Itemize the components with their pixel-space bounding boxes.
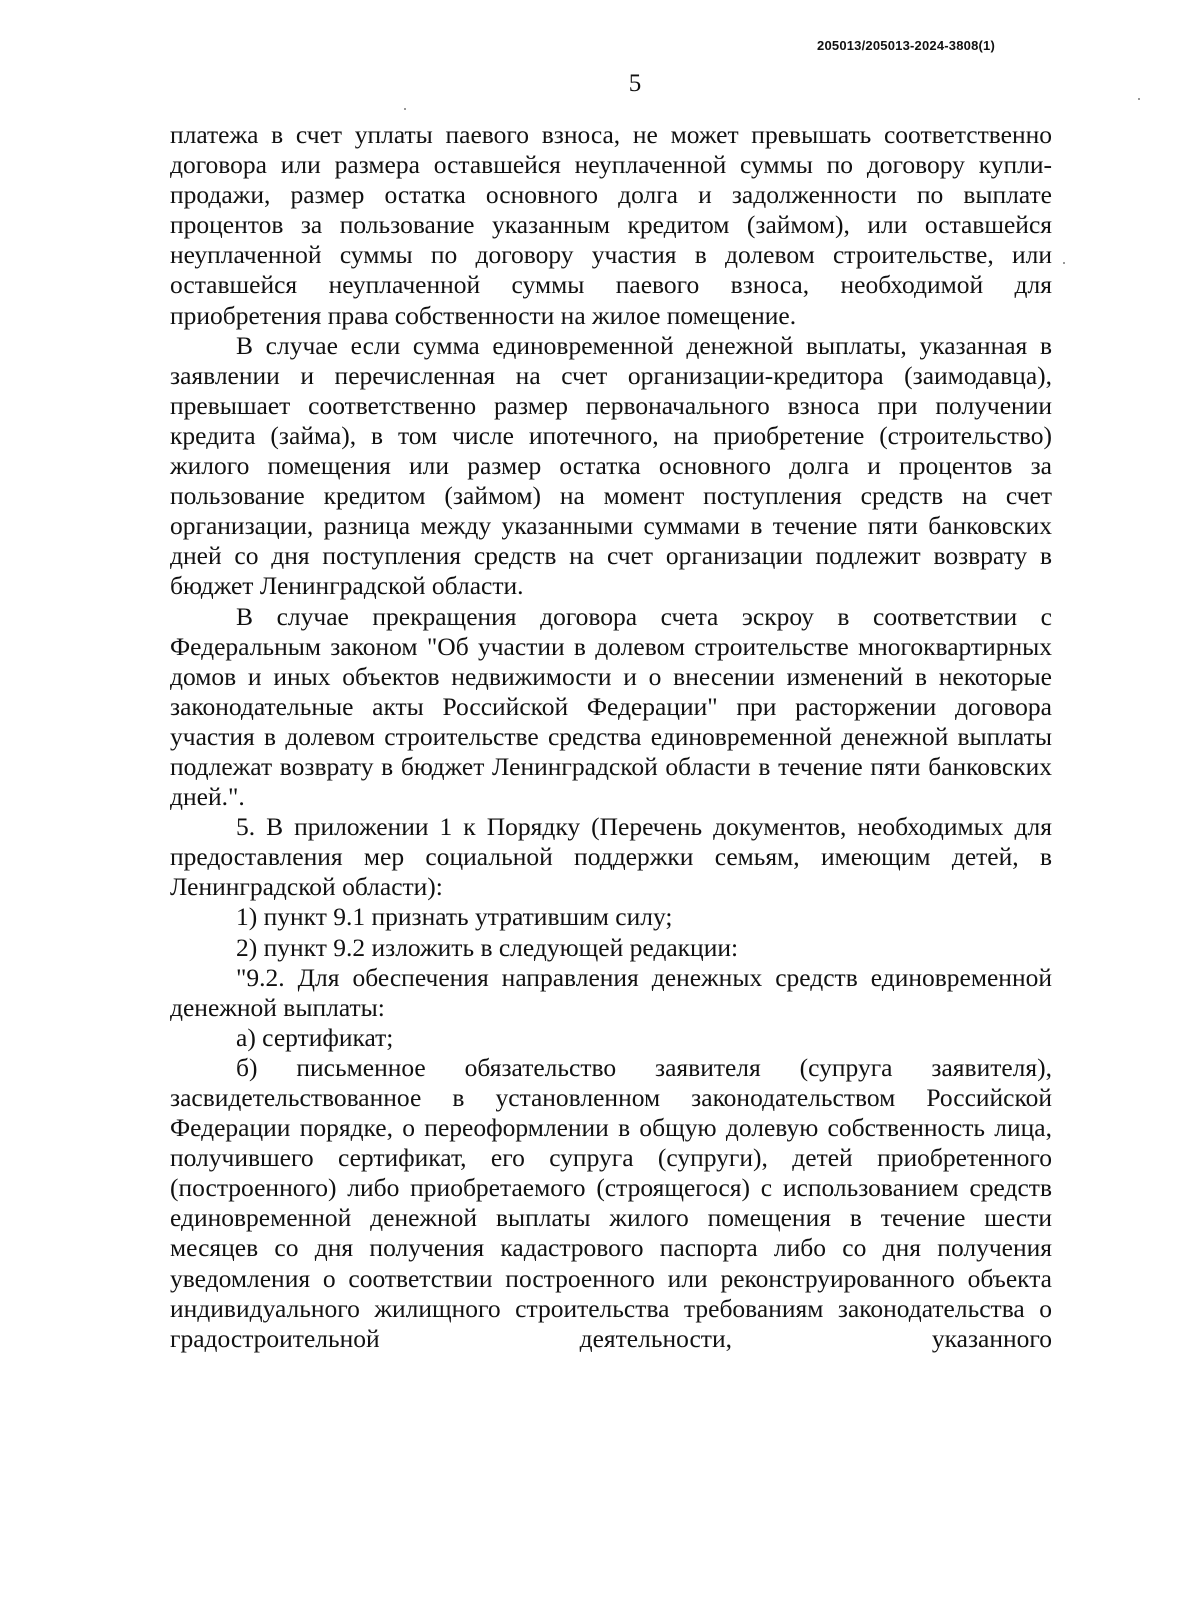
scan-speck — [404, 108, 406, 110]
page-number: 5 — [628, 70, 642, 97]
paragraph-continued: платежа в счет уплаты паевого взноса, не может превышать соответственно договора или размера оставшейся неуплаченной суммы по договору купли-продажи, размер остатка основного долга и задолженности по выплате процентов за пользование указанным кредитом (займом), или оставшейся неуплаченной суммы по договору участия в долевом строительстве, или оставшейся неуплаченной суммы паевого взноса, необходимой для приобретения права собственности на жилое помещение. — [170, 120, 1052, 330]
document-body — [170, 120, 1052, 1354]
scan-speck — [1138, 98, 1140, 100]
paragraph-clause-b: б) письменное обязательство заявителя (супруга заявителя), засвидетельствованное в установленном законодательством Российской Федерации порядке, о переоформлении в общую долевую собственность лица, получившего сертификат, его супруга (супруги), детей приобретенного (построенного) либо приобретаемого (строящегося) с использованием средств единовременной денежной выплаты жилого помещения в течение шести месяцев со дня получения кадастрового паспорта либо со дня получения уведомления о соответствии построенного или реконструированного объекта индивидуального жилищного строительства требованиям законодательства о градостроительной деятельности, указанного — [170, 1052, 1052, 1353]
paragraph-excess-refund: В случае если сумма единовременной денежной выплаты, указанная в заявлении и перечисленная на счет организации-кредитора (заимодавца), превышает соответственно размер первоначального взноса при получении кредита (займа), в том числе ипотечного, на приобретение (строительство) жилого помещения или размер остатка основного долга и процентов за пользование кредитом (займом) на момент поступления средств на счет организации, разница между указанными суммами в течение пяти банковских дней со дня поступления средств на счет организации подлежит возврату в бюджет Ленинградской области. — [170, 330, 1052, 601]
document-registration-number: 205013/205013-2024-3808(1) — [817, 38, 995, 53]
paragraph-subitem-1: 1) пункт 9.1 признать утратившим силу; — [236, 902, 673, 932]
paragraph-item-5: 5. В приложении 1 к Порядку (Перечень документов, необходимых для предоставления мер социальной поддержки семьям, имеющим детей, в Ленинградской области): — [170, 812, 1052, 902]
scan-speck — [1063, 262, 1065, 264]
paragraph-subitem-2: 2) пункт 9.2 изложить в следующей редакции: — [236, 932, 739, 962]
paragraph-clause-9-2: "9.2. Для обеспечения направления денежных средств единовременной денежной выплаты: — [170, 962, 1052, 1022]
paragraph-escrow-termination: В случае прекращения договора счета эскроу в соответствии с Федеральным законом "Об участии в долевом строительстве многоквартирных домов и иных объектов недвижимости и о внесении изменений в некоторые законодательные акты Российской Федерации" при расторжении договора участия в долевом строительстве средства единовременной денежной выплаты подлежат возврату в бюджет Ленинградской области в течение пяти банковских дней.". — [170, 601, 1052, 812]
paragraph-clause-a: а) сертификат; — [236, 1022, 394, 1052]
